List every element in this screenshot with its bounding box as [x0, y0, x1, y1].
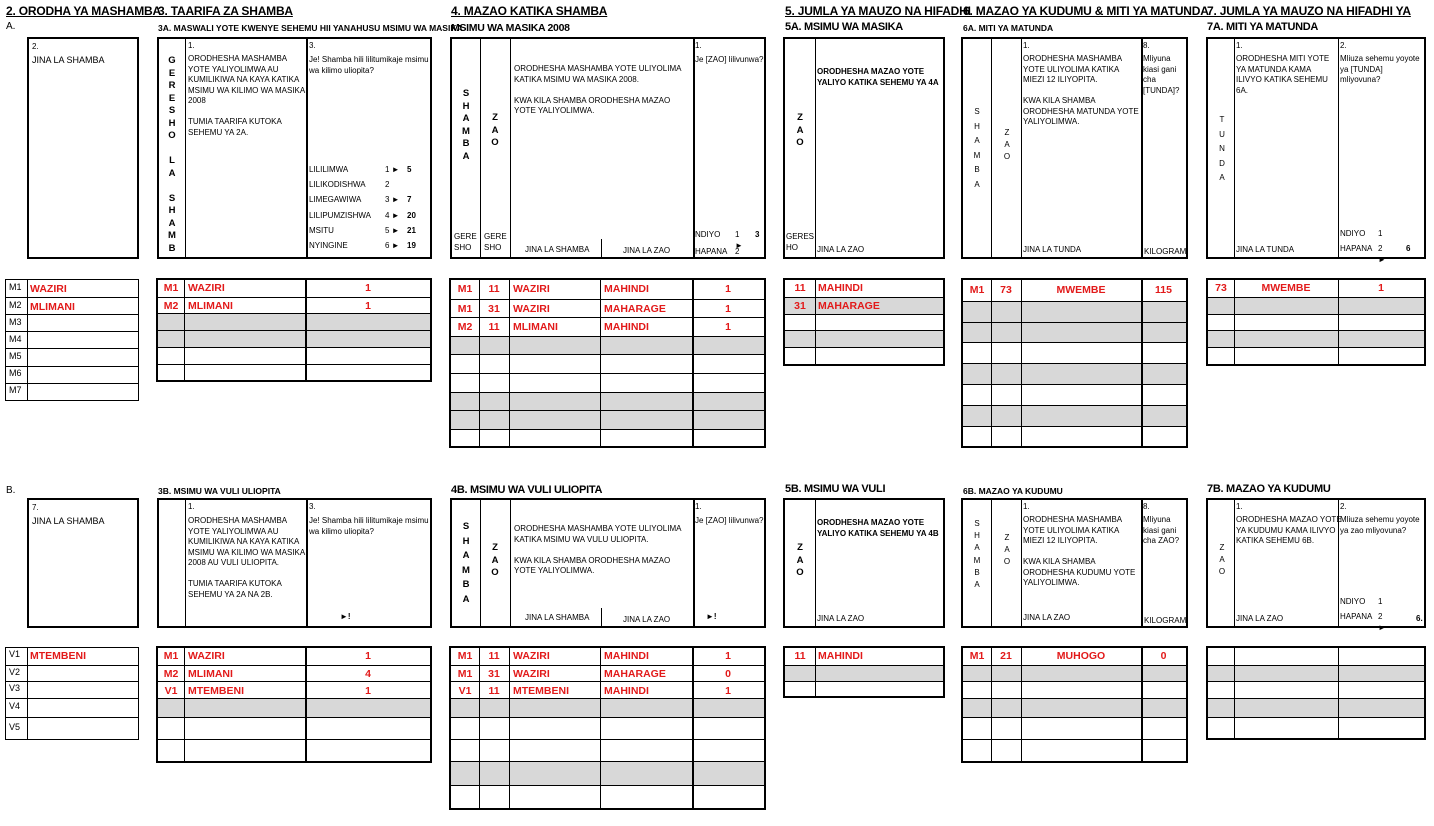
- farm-code[interactable]: M1: [969, 650, 985, 663]
- option-ndiyo: NDIYO 1: [1340, 597, 1383, 606]
- farm-row: [6, 698, 138, 717]
- crop-row: [451, 299, 764, 318]
- column-fruit-name: JINA LA TUNDA: [1023, 245, 1082, 254]
- perennial-row: [963, 761, 1186, 765]
- perennial-sales-row: [1208, 681, 1424, 698]
- section-2-title: 2. ORODHA YA MASHAMBA: [6, 4, 161, 18]
- crop-code[interactable]: 21: [1000, 650, 1012, 663]
- farm-row: [6, 717, 138, 739]
- fruit-name[interactable]: MWEMBE: [1056, 284, 1106, 297]
- farm-code[interactable]: V1: [164, 684, 178, 697]
- farm-info-row: [158, 648, 430, 665]
- answer-options: [309, 165, 429, 256]
- use-code[interactable]: 1: [365, 282, 371, 295]
- row-code[interactable]: V5: [9, 721, 21, 732]
- row-code[interactable]: M7: [9, 385, 22, 396]
- sales-row: [785, 314, 943, 331]
- farm-name[interactable]: WAZIRI: [188, 650, 225, 663]
- crop-name[interactable]: MAHINDI: [604, 321, 649, 334]
- section-4a-instructions: ORODHESHA MASHAMBA YOTE ULIYOLIMA KATIKA MSIMU WA MASIKA 2008. KWA KILA SHAMBA ORODHESHA MAZAO YOTE YALIYOLIMWA.: [514, 64, 682, 115]
- column-divider: [509, 280, 510, 446]
- column-divider: [1234, 648, 1235, 738]
- fruit-row: [963, 363, 1186, 384]
- part-b-label: B.: [6, 485, 16, 496]
- column-divider: [27, 648, 28, 739]
- section-3a-subtitle: 3A. MASWALI YOTE KWENYE SEHEMU HII YANAHUSU MSIMU WA MASIKA: [158, 23, 463, 33]
- column-divider: [27, 280, 28, 400]
- farm-name[interactable]: MLIMANI: [513, 321, 558, 334]
- column-crop-name: JINA LA ZAO: [817, 245, 865, 254]
- farm-name-label: JINA LA SHAMBA: [32, 55, 105, 65]
- question-3-text: Je! Shamba hili lilitumikaje msimu wa kilimo uliopita?: [309, 516, 429, 536]
- question-number: 8.: [1143, 502, 1150, 511]
- section-7b-instructions: ORODHESHA MAZAO YOTE YA KUDUMU KAMA ILIVYO KATIKA SEHEMU 6B.: [1236, 515, 1342, 545]
- column-divider: [184, 280, 185, 380]
- row-code[interactable]: M6: [9, 368, 22, 379]
- zao-vertical-label: Z A O: [796, 112, 804, 148]
- farm-row: [6, 665, 138, 682]
- column-divider: [692, 648, 694, 808]
- farm-info-row: [158, 665, 430, 682]
- question-number: 1.: [1023, 41, 1030, 50]
- harvested-code[interactable]: 1: [725, 302, 731, 315]
- section-3b-header: [157, 498, 432, 628]
- option-row: MSITU 5 ► 21: [309, 225, 416, 235]
- zao-vertical-label: Z A O: [491, 542, 499, 578]
- column-divider: [305, 280, 307, 380]
- farm-info-row: [158, 739, 430, 761]
- farm-info-row: [158, 717, 430, 739]
- fruit-sales-row: [1208, 280, 1424, 297]
- section-4a-subtitle: MSIMU WA MASIKA 2008: [451, 22, 570, 34]
- farm-info-row: [158, 347, 430, 364]
- crop-code[interactable]: 11: [488, 321, 500, 334]
- question-number: 1.: [188, 502, 195, 511]
- perennial-sales-row: [1208, 717, 1424, 738]
- perennial-sales-grid-b: [1206, 646, 1426, 740]
- question-number: 2.: [1340, 41, 1347, 50]
- section-6a-subtitle: 6A. MITI YA MATUNDA: [963, 23, 1054, 33]
- section-5a-header: [783, 37, 945, 259]
- crop-row: [451, 761, 764, 785]
- question-number: 1.: [1236, 502, 1243, 511]
- row-code[interactable]: M5: [9, 350, 22, 361]
- perennial-row: [963, 648, 1186, 665]
- crops-grid-a: [449, 278, 766, 448]
- section-4b-instructions: ORODHESHA MASHAMBA YOTE ULIYOLIMA KATIKA MSIMU WA VULU ULIOPITA. KWA KILA SHAMBA ORODHESHA MAZAO YOTE YALIYOLIMWA.: [514, 524, 682, 575]
- fruit-code[interactable]: 73: [1215, 282, 1227, 295]
- farm-code[interactable]: M2: [457, 321, 473, 334]
- crop-name[interactable]: MUHOGO: [1056, 650, 1106, 663]
- fruit-name[interactable]: MWEMBE: [1261, 282, 1311, 295]
- farm-info-row: [158, 313, 430, 330]
- section-7b-subtitle: 7B. MAZAO YA KUDUMU: [1207, 483, 1331, 495]
- crop-code[interactable]: 31: [794, 300, 806, 313]
- section-2a-header: [27, 37, 139, 259]
- question-number: 2.: [1340, 502, 1347, 511]
- tunda-vertical-label: T U N D A: [1219, 115, 1225, 183]
- option-row: NYINGINE 6 ► 19: [309, 240, 416, 250]
- crop-code[interactable]: 31: [488, 302, 500, 315]
- section-6b-header: [961, 498, 1188, 628]
- farm-code[interactable]: M1: [969, 284, 985, 297]
- crop-name[interactable]: MAHARAGE: [604, 302, 666, 315]
- column-divider: [815, 648, 816, 696]
- farm-row: [6, 348, 138, 365]
- crop-code[interactable]: 11: [488, 650, 500, 663]
- option-row: LILIKODISHWA 2: [309, 180, 390, 190]
- section-7a-subtitle: 7A. MITI YA MATUNDA: [1207, 21, 1319, 33]
- question-number: 2.: [32, 42, 39, 51]
- row-code[interactable]: V2: [9, 666, 21, 677]
- column-divider: [305, 648, 307, 761]
- crop-name[interactable]: MAHINDI: [604, 684, 649, 697]
- row-code[interactable]: M1: [9, 281, 22, 292]
- section-5a-subtitle: 5A. MSIMU WA MASIKA: [785, 21, 903, 33]
- harvested-code[interactable]: 1: [725, 321, 731, 334]
- zao-vertical-label: Z A O: [796, 542, 804, 578]
- section-5b-instructions: ORODHESHA MAZAO YOTE YALIYO KATIKA SEHEMU YA 4B: [817, 518, 939, 538]
- sales-grid-b: [783, 646, 945, 698]
- farm-row: [6, 648, 138, 665]
- crop-code[interactable]: 11: [488, 283, 500, 296]
- farm-code[interactable]: M1: [457, 302, 473, 315]
- question-number: 1.: [695, 41, 702, 50]
- option-row: LILIPUMZISHWA 4 ► 20: [309, 210, 416, 220]
- option-ndiyo: NDIYO 1: [1340, 229, 1383, 238]
- farm-info-grid-b: [156, 646, 432, 763]
- section-5b-header: [783, 498, 945, 628]
- farm-name[interactable]: MLIMANI: [188, 668, 233, 681]
- section-3b-subtitle: 3B. MSIMU WA VULI ULIOPITA: [158, 486, 281, 496]
- farm-name[interactable]: WAZIRI: [513, 668, 550, 681]
- farm-info-row: [158, 681, 430, 698]
- fruit-code[interactable]: 73: [1000, 284, 1012, 297]
- option-hapana: HAPANA 2 ► 6: [1340, 244, 1411, 264]
- perennial-crops-grid-b: [961, 646, 1188, 763]
- sales-row: [785, 330, 943, 347]
- harvested-code[interactable]: 1: [725, 650, 731, 663]
- crop-row: [451, 392, 764, 411]
- crop-row: [451, 373, 764, 392]
- farm-code[interactable]: M1: [457, 283, 473, 296]
- crop-name[interactable]: MAHARAGE: [818, 300, 880, 313]
- farm-name[interactable]: WAZIRI: [513, 650, 550, 663]
- column-divider: [1234, 280, 1235, 364]
- question-2-text: Mliuza sehemu yoyote ya zao mliyovuna?: [1340, 515, 1420, 535]
- option-row: LIMEGAWIWA 3 ► 7: [309, 195, 412, 205]
- shamba-vertical-label: S H A M B A: [973, 107, 981, 189]
- column-divider: [1141, 280, 1143, 446]
- question-8-text: Mliyuna kiasi gani cha ZAO?: [1143, 515, 1180, 545]
- option-row: LILILIMWA 1 ► 5: [309, 165, 412, 174]
- fruit-row: [963, 280, 1186, 301]
- column-divider: [1021, 648, 1022, 761]
- column-divider: [479, 280, 480, 446]
- farm-name[interactable]: WAZIRI: [30, 282, 67, 295]
- farm-row: [6, 366, 138, 383]
- column-shamba-name: JINA LA SHAMBA: [525, 245, 590, 254]
- farm-name[interactable]: MLIMANI: [30, 300, 75, 313]
- column-divider: [600, 648, 601, 808]
- farm-name[interactable]: WAZIRI: [513, 302, 550, 315]
- farm-row: [6, 280, 138, 297]
- column-crop-name: JINA LA ZAO: [623, 615, 671, 624]
- geresho-label: GERE SHO: [454, 232, 477, 252]
- option-hapana: HAPANA 2: [695, 247, 740, 256]
- farm-info-row: [158, 330, 430, 347]
- use-code[interactable]: 1: [365, 300, 371, 313]
- question-3-text: Je! Shamba hili lilitumikaje msimu wa kilimo uliopita?: [309, 55, 429, 75]
- column-fruit-name: JINA LA TUNDA: [1236, 245, 1295, 254]
- skip-arrow: ►!: [340, 612, 351, 621]
- crop-name[interactable]: MAHARAGE: [604, 668, 666, 681]
- farm-name[interactable]: WAZIRI: [513, 283, 550, 296]
- fruit-row: [963, 384, 1186, 405]
- crop-row: [451, 410, 764, 429]
- column-divider: [692, 280, 694, 446]
- geresho-label: GERES HO: [786, 232, 815, 252]
- crop-code[interactable]: 11: [794, 650, 806, 663]
- zao-vertical-label: Z A O: [1003, 533, 1011, 566]
- fruit-sales-grid-a: [1206, 278, 1426, 366]
- crop-name[interactable]: MAHINDI: [818, 650, 863, 663]
- column-divider: [991, 280, 992, 446]
- farm-code[interactable]: V1: [458, 684, 472, 697]
- column-divider: [1021, 280, 1022, 446]
- zao-vertical-label: Z A O: [1218, 543, 1226, 576]
- sales-row: [785, 347, 943, 364]
- question-1-text: Je [ZAO] lilivunwa?: [695, 55, 764, 64]
- farm-code[interactable]: M1: [163, 650, 179, 663]
- row-code[interactable]: V4: [9, 701, 21, 711]
- column-crop-name: JINA LA ZAO: [1023, 613, 1071, 622]
- fruit-sales-row: [1208, 330, 1424, 347]
- crop-row: [451, 429, 764, 448]
- column-divider: [991, 648, 992, 761]
- farm-code[interactable]: M1: [457, 668, 473, 681]
- crop-row: [451, 681, 764, 698]
- question-number: 3.: [309, 41, 316, 50]
- question-number: 1.: [1236, 41, 1243, 50]
- section-7-title: 7. JUMLA YA MAUZO NA HIFADHI YA: [1207, 4, 1411, 18]
- sales-row: [785, 665, 943, 682]
- perennial-row: [963, 739, 1186, 761]
- fruit-row: [963, 301, 1186, 322]
- section-3a-header: [157, 37, 432, 259]
- question-2-text: Mliuza sehemu yoyote ya [TUNDA] mliyovuna?: [1340, 54, 1420, 84]
- row-code[interactable]: M2: [9, 299, 22, 310]
- skip-arrow: ►!: [706, 612, 717, 621]
- fruit-row: [963, 322, 1186, 343]
- shamba-vertical-label: S H A M B A: [973, 519, 981, 590]
- column-divider: [1338, 648, 1339, 738]
- farm-name[interactable]: MLIMANI: [188, 300, 233, 313]
- question-number: 1.: [1023, 502, 1030, 511]
- column-crop-name: JINA LA ZAO: [817, 614, 865, 623]
- geresho-label: GERE SHO: [484, 232, 507, 252]
- option-ndiyo: NDIYO 1 ► 3: [695, 230, 760, 250]
- use-code[interactable]: 1: [365, 650, 371, 663]
- section-7b-header: [1206, 498, 1426, 632]
- farm-info-row: [158, 698, 430, 717]
- section-4a-header: [450, 37, 766, 259]
- column-shamba-name: JINA LA SHAMBA: [525, 613, 590, 622]
- crop-code[interactable]: 11: [488, 684, 500, 697]
- question-1-text: Je [ZAO] lilivunwa?: [695, 516, 764, 525]
- column-kilogram: KILOGRAM: [1144, 247, 1187, 256]
- crop-row: [451, 665, 764, 682]
- crop-code[interactable]: 11: [794, 282, 806, 295]
- fruit-row: [963, 426, 1186, 447]
- sales-row: [785, 297, 943, 314]
- crop-code[interactable]: 31: [488, 668, 500, 681]
- crop-row: [451, 739, 764, 761]
- section-6b-subtitle: 6B. MAZAO YA KUDUMU: [963, 486, 1063, 496]
- farm-row: [6, 681, 138, 698]
- sales-row: [785, 280, 943, 297]
- column-divider: [600, 280, 601, 446]
- farm-name[interactable]: MTEMBENI: [513, 684, 569, 697]
- farm-row: [6, 331, 138, 348]
- harvested-code[interactable]: 1: [725, 684, 731, 697]
- question-number: 1.: [695, 502, 702, 511]
- sales-row: [785, 648, 943, 665]
- perennial-sales-row: [1208, 698, 1424, 717]
- section-6b-instructions: ORODHESHA MASHAMBA YOTE ULIYOLIMA KATIKA MIEZI 12 ILIYOPITA. KWA KILA SHAMBA ORODHESHA KUDUMU YOTE YALIYOLIMWA.: [1023, 515, 1136, 587]
- use-code[interactable]: 4: [365, 668, 371, 681]
- farm-name[interactable]: MTEMBENI: [188, 684, 244, 697]
- question-number: 8.: [1143, 41, 1150, 50]
- section-3-title: 3. TAARIFA ZA SHAMBA: [158, 4, 293, 18]
- farm-info-row: [158, 280, 430, 297]
- section-4-title: 4. MAZAO KATIKA SHAMBA: [451, 4, 608, 18]
- farm-code[interactable]: M1: [163, 282, 179, 295]
- fruit-sales-row: [1208, 297, 1424, 314]
- column-divider: [1141, 648, 1143, 761]
- shamba-vertical-label: S H A M B A: [462, 521, 470, 605]
- section-6a-header: [961, 37, 1188, 259]
- section-7a-instructions: ORODHESHA MITI YOTE YA MATUNDA KAMA ILIVYO KATIKA SEHEMU 6A.: [1236, 54, 1330, 95]
- question-8-text: Mliyuna kiasi gani cha [TUNDA]?: [1143, 54, 1180, 95]
- part-a-label: A.: [6, 21, 16, 32]
- farm-code[interactable]: M2: [163, 300, 179, 313]
- harvested-code[interactable]: 0: [725, 668, 731, 681]
- row-code[interactable]: V1: [9, 649, 21, 660]
- crop-name[interactable]: MAHINDI: [604, 650, 649, 663]
- column-divider: [815, 280, 816, 364]
- farm-list-grid-b: [5, 647, 139, 740]
- farm-list-grid-a: [5, 279, 139, 401]
- column-kilogram: KILOGRAM: [1144, 616, 1187, 625]
- farm-name-label: JINA LA SHAMBA: [32, 516, 105, 526]
- farm-code[interactable]: M2: [163, 668, 179, 681]
- perennial-sales-row: [1208, 665, 1424, 682]
- question-number: 7.: [32, 503, 39, 512]
- question-number: 1.: [188, 41, 195, 50]
- crops-grid-b: [449, 646, 766, 810]
- perennial-row: [963, 717, 1186, 739]
- kilogram-value[interactable]: 0: [1160, 650, 1167, 663]
- crop-row: [451, 785, 764, 809]
- perennial-row: [963, 698, 1186, 717]
- section-2b-header: [27, 498, 139, 628]
- crop-name[interactable]: MAHINDI: [604, 283, 649, 296]
- fruit-row: [963, 342, 1186, 363]
- fruit-row: [963, 405, 1186, 426]
- farm-row: [6, 383, 138, 400]
- row-code[interactable]: M4: [9, 333, 22, 344]
- row-code[interactable]: V3: [9, 683, 21, 694]
- section-7a-header: [1206, 37, 1426, 264]
- perennial-row: [963, 681, 1186, 698]
- crop-name[interactable]: MAHINDI: [818, 282, 863, 295]
- crop-row: [451, 317, 764, 336]
- section-6-title: 6. MAZAO YA KUDUMU & MITI YA MATUNDA: [963, 4, 1209, 18]
- perennial-sales-row: [1208, 648, 1424, 665]
- farm-name[interactable]: WAZIRI: [188, 282, 225, 295]
- sold-code[interactable]: 1: [1378, 282, 1384, 295]
- farm-info-row: [158, 364, 430, 381]
- use-code[interactable]: 1: [365, 684, 371, 697]
- crop-row: [451, 648, 764, 665]
- row-code[interactable]: M3: [9, 316, 22, 327]
- section-4b-header: [450, 498, 766, 628]
- crop-row: [451, 698, 764, 717]
- sales-grid-a: [783, 278, 945, 366]
- farm-info-row: [158, 297, 430, 314]
- column-divider: [1338, 280, 1339, 364]
- shamba-vertical-label: S H A M B A: [462, 88, 470, 162]
- zao-vertical-label: Z A O: [1003, 128, 1011, 161]
- farm-info-grid-a: [156, 278, 432, 382]
- farm-row: [6, 297, 138, 314]
- column-crop-name: JINA LA ZAO: [1236, 614, 1284, 623]
- section-5b-subtitle: 5B. MSIMU WA VULI: [785, 483, 886, 495]
- crop-row: [451, 280, 764, 299]
- perennial-row: [963, 665, 1186, 682]
- question-1-text: ORODHESHA MASHAMBA YOTE YALIYOLIMWA AU KUMILIKIWA NA KAYA KATIKA MSIMU WA KILIMO WA MASIKA 2008 TUMIA TAARIFA KUTOKA SEHEMU YA 2A.: [188, 54, 306, 137]
- section-5a-instructions: ORODHESHA MAZAO YOTE YALIYO KATIKA SEHEMU YA 4A: [817, 67, 939, 87]
- section-5-title: 5. JUMLA YA MAUZO NA HIFADHI: [785, 4, 971, 18]
- column-divider: [184, 648, 185, 761]
- column-crop-name: JINA LA ZAO: [623, 246, 671, 255]
- column-divider: [509, 648, 510, 808]
- fruit-trees-grid-a: [961, 278, 1188, 448]
- farm-row: [6, 314, 138, 331]
- crop-row: [451, 354, 764, 373]
- section-6a-instructions: ORODHESHA MASHAMBA YOTE ULIYOLIMA KATIKA MIEZI 12 ILIYOPITA. KWA KILA SHAMBA ORODHESHA MATUNDA YOTE YALIYOLIMWA.: [1023, 54, 1139, 126]
- farm-name[interactable]: MTEMBENI: [30, 650, 86, 663]
- farm-code[interactable]: M1: [457, 650, 473, 663]
- sales-row: [785, 681, 943, 698]
- kilogram-value[interactable]: 115: [1155, 284, 1172, 297]
- zao-vertical-label: Z A O: [491, 112, 499, 148]
- question-number: 3.: [309, 502, 316, 511]
- harvested-code[interactable]: 1: [725, 283, 731, 296]
- geresho-vertical-label: G E R E S H O L A S H A M B: [168, 55, 176, 254]
- fruit-sales-row: [1208, 314, 1424, 331]
- crop-row: [451, 336, 764, 355]
- crop-row: [451, 717, 764, 739]
- question-1-text: ORODHESHA MASHAMBA YOTE YALIYOLIMWA AU KUMILIKIWA NA KAYA KATIKA MSIMU WA KILIMO WA MASIKA 2008 AU VULI ULIOPITA. TUMIA TAARIFA KUTOKA SEHEMU YA 2A NA 2B.: [188, 516, 306, 599]
- column-divider: [479, 648, 480, 808]
- section-4b-subtitle: 4B. MSIMU WA VULI ULIOPITA: [451, 484, 603, 496]
- option-hapana: HAPANA 2 ► 6.: [1340, 612, 1423, 632]
- fruit-sales-row: [1208, 347, 1424, 364]
